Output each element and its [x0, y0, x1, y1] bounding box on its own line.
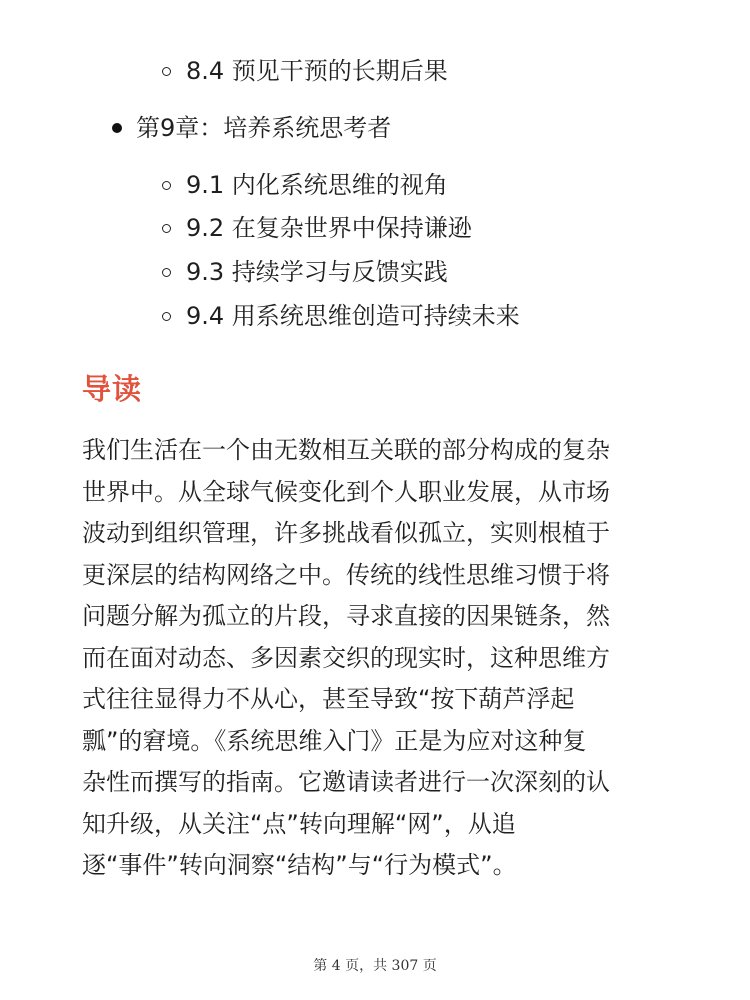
paragraph-line: 而在面对动态、多因素交织的现实时，这种思维方 [82, 643, 610, 672]
paragraph-line: 更深层的结构网络之中。传统的线性思维习惯于将 [82, 560, 610, 589]
toc-chapter-9 [112, 108, 391, 148]
paragraph-line: 瓢”的窘境。《系统思维入门》正是为应对这种复 [82, 726, 587, 755]
filled-bullet-icon [112, 123, 122, 133]
toc-item-label: 9.1 内化系统思维的视角 [186, 171, 448, 199]
paragraph-line: 杂性而撰写的指南。它邀请读者进行一次深刻的认 [82, 768, 610, 796]
paragraph-line: 我们生活在一个由无数相互关联的部分构成的复杂 [82, 436, 610, 464]
toc-item-label: 9.3 持续学习与反馈实践 [186, 258, 448, 286]
hollow-bullet-icon [162, 181, 171, 190]
toc-item-label: 9.4 用系统思维创造可持续未来 [186, 302, 520, 330]
toc-item-label: 9.2 在复杂世界中保持谦逊 [186, 214, 472, 242]
toc-item-8-4 [162, 51, 448, 91]
paragraph-line: 波动到组织管理，许多挑战看似孤立，实则根植于 [82, 519, 610, 547]
toc-item-9-4 [162, 296, 520, 336]
hollow-bullet-icon [162, 67, 171, 76]
hollow-bullet-icon [162, 312, 171, 321]
toc-item-9-1 [162, 165, 448, 205]
page-number-footer: 第 4 页，共 307 页 [313, 958, 437, 974]
toc-chapter-label: 第9章：培养系统思考者 [136, 114, 392, 142]
paragraph-line: 逐“事件”转向洞察“结构”与“行为模式”。 [82, 851, 517, 879]
paragraph-line: 世界中。从全球气候变化到个人职业发展，从市场 [82, 477, 610, 506]
hollow-bullet-icon [162, 268, 171, 277]
paragraph-line: 式往往显得力不从心，甚至导致“按下葫芦浮起 [82, 685, 575, 713]
toc-item-9-3 [162, 252, 448, 292]
paragraph-line: 知升级，从关注“点”转向理解“网”，从追 [82, 809, 516, 838]
section-heading: 导读 [82, 372, 143, 406]
toc-item-9-2 [162, 208, 472, 248]
body-paragraph [82, 430, 672, 887]
toc-item-label: 8.4 预见干预的长期后果 [186, 57, 448, 85]
hollow-bullet-icon [162, 224, 171, 233]
paragraph-line: 问题分解为孤立的片段，寻求直接的因果链条，然 [82, 602, 610, 630]
